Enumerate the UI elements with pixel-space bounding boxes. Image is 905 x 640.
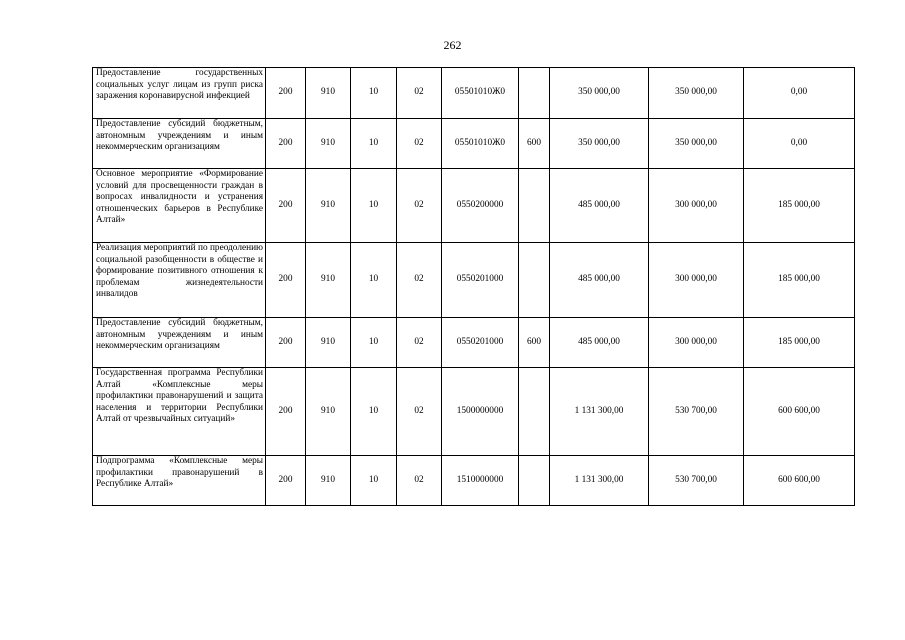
cell-c3: 10 (351, 68, 397, 119)
row-name: Основное мероприятие «Формирование условий для просвещенности граждан в вопросах инвалидности и устранения отношенческих барьеров в Республике Алтай» (93, 169, 266, 243)
row-name: Подпрограмма «Комплексные меры профилактики правонарушений в Республике Алтай» (93, 456, 266, 506)
cell-c1: 200 (266, 243, 306, 318)
cell-sum3: 0,00 (744, 68, 855, 119)
cell-code: 0550201000 (442, 318, 519, 368)
cell-code: 0550200000 (442, 169, 519, 243)
cell-c4: 02 (397, 243, 442, 318)
cell-code: 05501010Ж0 (442, 68, 519, 119)
cell-vr: 600 (519, 119, 550, 169)
cell-sum3: 185 000,00 (744, 318, 855, 368)
cell-code: 0550201000 (442, 243, 519, 318)
cell-sum2: 300 000,00 (649, 169, 744, 243)
cell-c3: 10 (351, 456, 397, 506)
cell-vr: 600 (519, 318, 550, 368)
cell-sum1: 1 131 300,00 (550, 368, 649, 456)
cell-sum1: 1 131 300,00 (550, 456, 649, 506)
budget-table (92, 67, 855, 506)
cell-code: 05501010Ж0 (442, 119, 519, 169)
row-name: Предоставление субсидий бюджетным, автономным учреждениям и иным некоммерческим организациям (93, 318, 266, 368)
cell-sum2: 350 000,00 (649, 68, 744, 119)
cell-sum1: 350 000,00 (550, 119, 649, 169)
cell-sum3: 600 600,00 (744, 368, 855, 456)
cell-c4: 02 (397, 456, 442, 506)
cell-c3: 10 (351, 318, 397, 368)
table-row (93, 368, 855, 456)
cell-c2: 910 (306, 119, 351, 169)
cell-c2: 910 (306, 318, 351, 368)
cell-sum3: 185 000,00 (744, 243, 855, 318)
cell-sum1: 485 000,00 (550, 169, 649, 243)
cell-code: 1500000000 (442, 368, 519, 456)
cell-c1: 200 (266, 119, 306, 169)
cell-c4: 02 (397, 68, 442, 119)
cell-c3: 10 (351, 119, 397, 169)
cell-sum2: 300 000,00 (649, 318, 744, 368)
cell-code: 1510000000 (442, 456, 519, 506)
cell-vr (519, 68, 550, 119)
table-row (93, 119, 855, 169)
row-name: Предоставление государственных социальных услуг лицам из групп риска заражения коронавирусной инфекцией (93, 68, 266, 119)
cell-c3: 10 (351, 368, 397, 456)
cell-c1: 200 (266, 318, 306, 368)
cell-c3: 10 (351, 169, 397, 243)
table-row (93, 456, 855, 506)
cell-c2: 910 (306, 456, 351, 506)
cell-c4: 02 (397, 119, 442, 169)
cell-sum1: 350 000,00 (550, 68, 649, 119)
page-number: 262 (443, 38, 462, 52)
cell-c2: 910 (306, 68, 351, 119)
cell-sum3: 0,00 (744, 119, 855, 169)
cell-sum3: 185 000,00 (744, 169, 855, 243)
cell-c1: 200 (266, 368, 306, 456)
table-row (93, 318, 855, 368)
row-name: Государственная программа Республики Алтай «Комплексные меры профилактики правонарушений и защита населения и территории Республики Алтай от чрезвычайных ситуаций» (93, 368, 266, 456)
cell-c1: 200 (266, 169, 306, 243)
table-row (93, 68, 855, 119)
cell-sum2: 530 700,00 (649, 368, 744, 456)
table-row (93, 243, 855, 318)
cell-vr (519, 243, 550, 318)
cell-c4: 02 (397, 368, 442, 456)
cell-c1: 200 (266, 456, 306, 506)
cell-sum2: 300 000,00 (649, 243, 744, 318)
cell-sum2: 530 700,00 (649, 456, 744, 506)
table-row (93, 169, 855, 243)
cell-vr (519, 368, 550, 456)
cell-sum1: 485 000,00 (550, 243, 649, 318)
cell-c4: 02 (397, 169, 442, 243)
cell-c2: 910 (306, 169, 351, 243)
cell-vr (519, 456, 550, 506)
cell-c2: 910 (306, 368, 351, 456)
cell-sum2: 350 000,00 (649, 119, 744, 169)
row-name: Реализация мероприятий по преодолению социальной разобщенности в обществе и формирование позитивного отношения к проблемам жизнедеятельности инвалидов (93, 243, 266, 318)
cell-c1: 200 (266, 68, 306, 119)
cell-c4: 02 (397, 318, 442, 368)
row-name: Предоставление субсидий бюджетным, автономным учреждениям и иным некоммерческим организациям (93, 119, 266, 169)
cell-c3: 10 (351, 243, 397, 318)
cell-c2: 910 (306, 243, 351, 318)
cell-vr (519, 169, 550, 243)
cell-sum1: 485 000,00 (550, 318, 649, 368)
cell-sum3: 600 600,00 (744, 456, 855, 506)
